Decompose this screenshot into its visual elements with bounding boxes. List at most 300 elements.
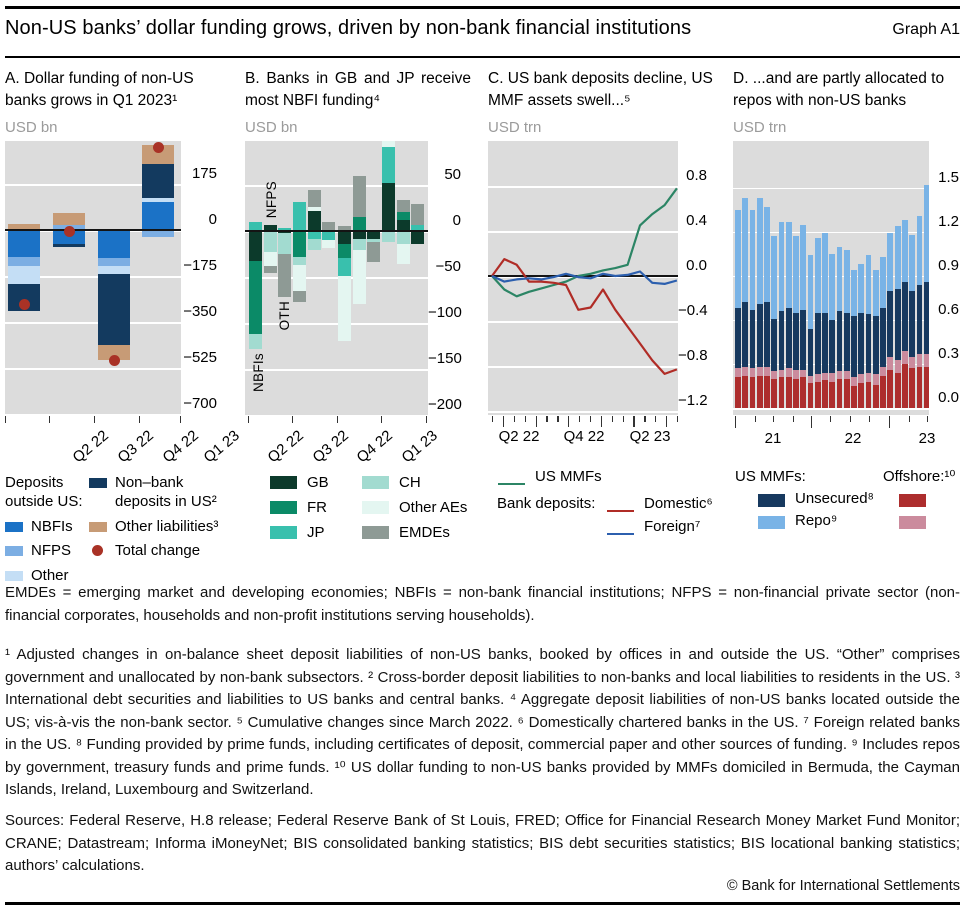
gridline (733, 188, 929, 190)
bar-segment (858, 383, 864, 408)
color-swatch (270, 501, 297, 514)
bar-segment (917, 367, 923, 408)
x-axis-tick (927, 416, 928, 422)
bar-segment (264, 266, 277, 273)
bar-segment (98, 258, 130, 266)
legend-a-label: Other liabilities³ (115, 517, 219, 535)
bar-segment (902, 351, 908, 364)
x-axis-tick (811, 416, 812, 428)
legend-a-header: Deposits outside US: (5, 474, 83, 510)
bar-segment (895, 360, 901, 373)
bar-segment (735, 377, 741, 408)
bar-segment (800, 370, 806, 377)
y-axis-tick-label: 0.9 (938, 256, 959, 274)
panel-a-x-axis (5, 415, 243, 470)
bar-segment (924, 354, 929, 367)
line-swatch (498, 483, 525, 485)
gridline (733, 408, 929, 410)
legend-a-label: Other (31, 567, 69, 584)
legend-a-item (5, 542, 87, 561)
legend-d-header-offshore: Offshore:¹⁰ (883, 468, 956, 485)
top-rule (5, 6, 960, 9)
legend-a-item (89, 474, 235, 512)
x-axis-category-label: Q1 23 (398, 427, 441, 467)
panel-d-chart (733, 141, 929, 415)
bar-segment (750, 368, 756, 377)
total-change-dot (153, 142, 164, 153)
bar-segment (887, 233, 893, 290)
bar-segment (902, 364, 908, 408)
bar-segment (308, 211, 321, 231)
panel-b-y-axis (428, 141, 461, 415)
y-axis-tick-label: 1.2 (938, 212, 959, 230)
bar-segment (779, 222, 785, 311)
bar-segment (829, 254, 835, 320)
color-swatch (899, 494, 926, 507)
bar-segment (909, 368, 915, 408)
bar-segment (815, 382, 821, 408)
bar-segment (397, 244, 410, 264)
y-axis-tick-label: −50 (435, 258, 461, 275)
x-axis-tick (623, 416, 624, 422)
legend-b-label: GB (307, 474, 329, 491)
panel-b-title: B. Banks in GB and JP receive most NBFI funding⁴ (245, 70, 471, 109)
bar-segment (142, 230, 174, 237)
x-axis-category-label: Q4 22 (353, 427, 396, 467)
bar-segment (895, 373, 901, 408)
bar-segment (293, 202, 306, 231)
bar-segment (851, 270, 857, 315)
zero-axis-line (245, 230, 428, 232)
x-axis-quarter-label: Q4 22 (563, 428, 605, 445)
bar-segment (917, 354, 923, 367)
legend-b-item (270, 524, 329, 543)
x-axis-tick (735, 416, 736, 428)
bar-segment (822, 233, 828, 312)
abbreviation-definitions: EMDEs = emerging market and developing economies; NBFIs = non-bank financial institutions; NFPS = non-financial private sector (non-financial corporates, households and non-profit institutions serving households). (5, 584, 960, 624)
bar-segment (397, 200, 410, 212)
sector-label: NBFIs (251, 353, 266, 393)
bar-segment (895, 226, 901, 289)
x-axis-quarter-label: Q2 23 (629, 428, 671, 445)
y-axis-tick-label: −100 (428, 304, 462, 321)
bar-segment (808, 383, 814, 408)
panel-a-chart (5, 141, 181, 415)
x-axis-tick (248, 416, 249, 423)
x-axis-year-label: 22 (844, 430, 862, 447)
bar-segment (322, 231, 335, 240)
color-swatch (5, 522, 23, 532)
sector-label: OTH (277, 301, 292, 331)
graph-number-label: Graph A1 (892, 21, 960, 38)
bar-segment (800, 377, 806, 408)
bar-segment (338, 276, 351, 341)
bar-segment (786, 368, 792, 377)
x-axis-tick (557, 416, 558, 422)
bar-segment (757, 304, 763, 367)
x-axis-tick (49, 416, 50, 423)
bar-segment (249, 334, 262, 349)
legend-a-col2 (89, 474, 235, 567)
panel-c-y-axis (678, 141, 707, 415)
bar-segment (53, 244, 85, 247)
sources-text: Sources: Federal Reserve, H.8 release; Federal Reserve Bank of St Louis, FRED; Office for Financial Research Money Market Fund Monitor; CRANE; Datastream; Informa iMoneyNet; BIS consolidated banking statistics; BIS debt securities statistics; BIS locational banking statistics; authors’ calculations. (5, 812, 960, 874)
bar-segment (786, 308, 792, 368)
y-axis-tick-label: 1.5 (938, 168, 959, 186)
footnote-text: ¹ Adjusted changes in on-balance sheet deposit liabilities of non-US banks, booked by offices in and outside the US. “Other” comprises government and unallocated by non-bank subsectors. ² Cross-border deposit liabilities to non-banks and local liabilities to residents in the US. ³ International debt securities and liabilities to US banks and central banks. ⁴ Aggregate deposit liabilities of non-US banks located outside the US; vis-à-vis the non-bank sector. ⁵ Cumulative changes since March 2022. ⁶ Domestically chartered banks in the US. ⁷ Foreign related banks in the US. ⁸ Funding provided by prime funds, including certificates of deposit, commercial paper and other sources of funding. ⁹ Includes repos by government, treasury funds and prime funds. ¹⁰ US dollar funding to non-US banks provided by MMFs domiciled in Bermuda, the Cayman Islands, Ireland, Luxembourg and Switzerland. (5, 646, 960, 798)
bar-segment (808, 329, 814, 376)
bar-segment (338, 244, 351, 258)
panel-b-unit-label: USD bn (245, 119, 298, 136)
x-axis-tick (889, 416, 890, 428)
bar-segment (924, 185, 929, 282)
x-axis-tick (514, 416, 515, 422)
x-axis-tick (492, 416, 493, 422)
bar-segment (764, 376, 770, 408)
x-axis-category-label: Q1 23 (200, 427, 243, 467)
bar-segment (866, 314, 872, 373)
bar-segment (858, 313, 864, 375)
color-swatch (89, 478, 107, 488)
bar-segment (880, 376, 886, 408)
bar-segment (779, 370, 785, 377)
bottom-rule (5, 902, 960, 905)
panel-a-unit-label: USD bn (5, 119, 58, 136)
x-axis-tick (869, 416, 870, 422)
color-swatch (5, 571, 23, 581)
total-change-dot (109, 355, 120, 366)
bar-segment (866, 382, 872, 408)
bar-segment (411, 231, 424, 244)
color-swatch (362, 476, 389, 489)
x-axis-tick (292, 416, 293, 423)
y-axis-tick-label: 50 (444, 166, 461, 183)
x-axis-tick (590, 416, 591, 422)
gridline (245, 323, 428, 325)
x-axis-year-label: 21 (764, 430, 782, 447)
color-swatch (758, 494, 785, 507)
bar-segment (808, 376, 814, 383)
bar-segment (909, 291, 915, 357)
bar-segment (800, 310, 806, 370)
bar-segment (353, 176, 366, 217)
bar-segment (278, 254, 291, 297)
y-axis-tick-label: 0.3 (938, 344, 959, 362)
x-axis-tick (579, 416, 580, 422)
legend-c-group-label: Bank deposits: (497, 495, 596, 512)
legend-b-col2 (362, 474, 467, 548)
bar-segment (742, 367, 748, 376)
bar-segment (793, 379, 799, 408)
legend-b-item (362, 474, 467, 493)
x-axis-category-label: Q2 22 (69, 427, 112, 467)
bar-segment (779, 377, 785, 408)
legend-a-label: Non–bank deposits in US² (115, 474, 217, 510)
x-axis-tick (503, 416, 504, 427)
legend-a-col1 (5, 474, 87, 592)
panel-b-x-axis (245, 415, 477, 470)
bar-segment (742, 198, 748, 302)
x-axis-tick (381, 416, 382, 423)
color-swatch (362, 526, 389, 539)
legend-b-item (362, 499, 467, 518)
bar-segment (8, 257, 40, 266)
legend-d-header-usmmfs: US MMFs: (735, 468, 806, 485)
bar-segment (887, 370, 893, 408)
bar-segment (264, 231, 277, 252)
y-axis-tick-label: −175 (183, 257, 217, 274)
bar-segment (887, 291, 893, 357)
panel-d-y-axis (929, 141, 959, 415)
x-axis-tick (666, 416, 667, 427)
legend-c-label: Foreign⁷ (644, 518, 701, 535)
legend-a-item (89, 518, 235, 537)
bar-segment (844, 371, 850, 378)
bar-segment (909, 235, 915, 291)
x-axis-tick (909, 416, 910, 422)
bar-segment (851, 386, 857, 408)
bar-segment (779, 311, 785, 370)
y-axis-tick-label: −0.4 (678, 302, 708, 319)
bar-segment (880, 367, 886, 376)
gridline (5, 322, 181, 324)
gridline (5, 368, 181, 370)
x-axis-quarter-label: Q2 22 (498, 428, 540, 445)
bar-segment (293, 257, 306, 265)
panel-d-unit-label: USD trn (733, 119, 787, 136)
bar-segment (822, 373, 828, 380)
line-domestic (492, 259, 677, 374)
bar-segment (411, 204, 424, 224)
panel-c-unit-label: USD trn (488, 119, 542, 136)
bar-segment (851, 377, 857, 386)
bar-segment (264, 252, 277, 266)
panel-c-x-axis (488, 415, 720, 470)
bar-segment (815, 374, 821, 381)
bar-segment (800, 225, 806, 310)
x-axis-tick (644, 416, 645, 422)
y-axis-tick-label: 0.0 (938, 389, 959, 406)
x-axis-tick (773, 416, 774, 422)
bar-segment (742, 302, 748, 367)
x-axis-category-label: Q3 22 (309, 427, 352, 467)
legend-b-label: JP (307, 523, 325, 541)
x-axis-tick (633, 416, 634, 427)
bar-segment (757, 376, 763, 408)
legend-b-label: FR (307, 498, 327, 516)
bar-segment (873, 270, 879, 315)
color-swatch (899, 516, 926, 529)
bar-segment (815, 313, 821, 375)
bar-segment (293, 231, 306, 257)
bar-segment (837, 379, 843, 408)
y-axis-tick-label: −200 (428, 396, 462, 413)
bar-segment (866, 255, 872, 314)
bar-segment (793, 236, 799, 312)
bar-segment (902, 282, 908, 351)
bar-segment (880, 257, 886, 308)
bar-segment (895, 289, 901, 359)
x-axis-category-label: Q2 22 (264, 427, 307, 467)
bar-segment (397, 212, 410, 220)
bar-segment (53, 213, 85, 225)
bar-segment (917, 216, 923, 285)
legend-a-label: Total change (115, 542, 201, 560)
bar-segment (866, 373, 872, 382)
y-axis-tick-label: 0 (452, 212, 461, 229)
color-swatch (270, 526, 297, 539)
legend-a-label: NBFIs (31, 517, 73, 535)
bar-segment (293, 265, 306, 291)
panel-c-title: C. US bank deposits decline, US MMF assets swell...⁵ (488, 70, 713, 109)
color-swatch (5, 546, 23, 556)
line-series-layer (488, 141, 678, 415)
bar-segment (142, 202, 174, 230)
panel-c-chart (488, 141, 678, 415)
color-swatch (758, 516, 785, 529)
y-axis-tick-label: 0.4 (686, 212, 707, 229)
legend-b-label: CH (399, 474, 421, 491)
bar-segment (278, 233, 291, 254)
bar-segment (786, 377, 792, 408)
y-axis-tick-label: −1.2 (678, 392, 708, 409)
bar-segment (873, 374, 879, 384)
bar-segment (829, 382, 835, 408)
total-change-dot (64, 226, 75, 237)
x-axis-tick (546, 416, 547, 422)
y-axis-tick-label: 0.0 (686, 257, 707, 274)
bar-segment (293, 291, 306, 302)
legend-c-label: Domestic⁶ (644, 495, 713, 512)
bar-segment (353, 231, 366, 239)
gridline (245, 369, 428, 371)
bar-segment (844, 250, 850, 313)
y-axis-tick-label: 175 (191, 165, 217, 182)
x-axis-tick (180, 416, 181, 423)
bar-segment (382, 231, 395, 242)
bar-segment (764, 207, 770, 302)
bar-segment (750, 210, 756, 310)
bar-segment (844, 313, 850, 372)
legend-b-label: Other AEs (399, 498, 468, 516)
legend-b-item (362, 524, 467, 543)
x-axis-tick (525, 416, 526, 422)
bar-segment (735, 210, 741, 308)
x-axis-tick (677, 416, 678, 422)
bar-segment (382, 183, 395, 231)
bar-segment (815, 238, 821, 313)
panel-a-title: A. Dollar funding of non-US banks grows in Q1 2023¹ (5, 70, 194, 109)
bar-segment (917, 285, 923, 354)
bar-segment (924, 282, 929, 354)
bar-segment (308, 207, 321, 211)
bar-segment (382, 141, 395, 147)
bar-segment (829, 320, 835, 373)
bar-segment (750, 377, 756, 408)
bar-segment (786, 222, 792, 309)
y-axis-tick-label: 0.6 (938, 300, 959, 318)
bar-segment (98, 266, 130, 274)
bar-segment (873, 316, 879, 375)
bar-segment (308, 231, 321, 239)
y-axis-tick-label: −525 (183, 349, 217, 366)
bar-segment (771, 319, 777, 372)
bar-segment (858, 264, 864, 312)
bar-segment (902, 220, 908, 282)
bar-segment (742, 376, 748, 408)
bar-segment (851, 316, 857, 378)
bar-segment (98, 274, 130, 345)
bar-segment (353, 217, 366, 231)
x-axis-tick (793, 416, 794, 422)
bar-segment (338, 231, 351, 244)
y-axis-tick-label: 0 (208, 211, 217, 228)
y-axis-tick-label: −0.8 (678, 347, 708, 364)
bar-segment (837, 311, 843, 371)
x-axis-tick (139, 416, 140, 423)
x-axis-tick (612, 416, 613, 422)
sector-label: NFPS (264, 180, 279, 218)
bar-segment (844, 379, 850, 408)
bar-segment (142, 164, 174, 198)
bar-segment (8, 230, 40, 257)
legend-b-item (270, 474, 329, 493)
header-rule (5, 56, 960, 58)
y-axis-tick-label: −700 (183, 395, 217, 412)
legend-a-item (89, 542, 235, 561)
y-axis-tick-label: 0.8 (686, 167, 707, 184)
x-axis-tick (536, 416, 537, 427)
total-change-dot (19, 299, 30, 310)
bar-segment (764, 367, 770, 376)
line-swatch (607, 510, 634, 512)
bar-segment (249, 261, 262, 334)
gridline (245, 277, 428, 279)
bar-segment (353, 250, 366, 303)
bar-segment (880, 308, 886, 367)
x-axis-tick (337, 416, 338, 423)
legend-b-label: EMDEs (399, 523, 450, 541)
x-axis-tick (850, 416, 851, 422)
bar-segment (771, 371, 777, 378)
bar-segment (837, 371, 843, 378)
copyright-notice: © Bank for International Settlements (726, 878, 960, 894)
gridline (5, 414, 181, 415)
color-swatch (362, 501, 389, 514)
bar-segment (873, 385, 879, 408)
x-axis-tick (655, 416, 656, 422)
legend-d-label: Unsecured⁸ (795, 490, 874, 507)
x-axis-tick (830, 416, 831, 422)
bar-segment (142, 198, 174, 201)
bar-segment (909, 357, 915, 369)
color-swatch (89, 522, 107, 532)
bar-segment (837, 247, 843, 312)
bar-segment (397, 231, 410, 244)
page-title: Non-US banks’ dollar funding grows, driven by non-bank financial institutions (5, 17, 692, 39)
x-axis-year-label: 23 (918, 430, 936, 447)
panel-a-y-axis (181, 141, 217, 415)
x-axis-tick (568, 416, 569, 427)
bar-segment (8, 266, 40, 284)
bar-segment (353, 239, 366, 250)
zero-axis-line (5, 229, 181, 231)
bar-segment (308, 239, 321, 250)
legend-b-col1 (270, 474, 329, 548)
line-foreign (492, 272, 677, 284)
bar-segment (757, 367, 763, 376)
bar-segment (322, 240, 335, 248)
